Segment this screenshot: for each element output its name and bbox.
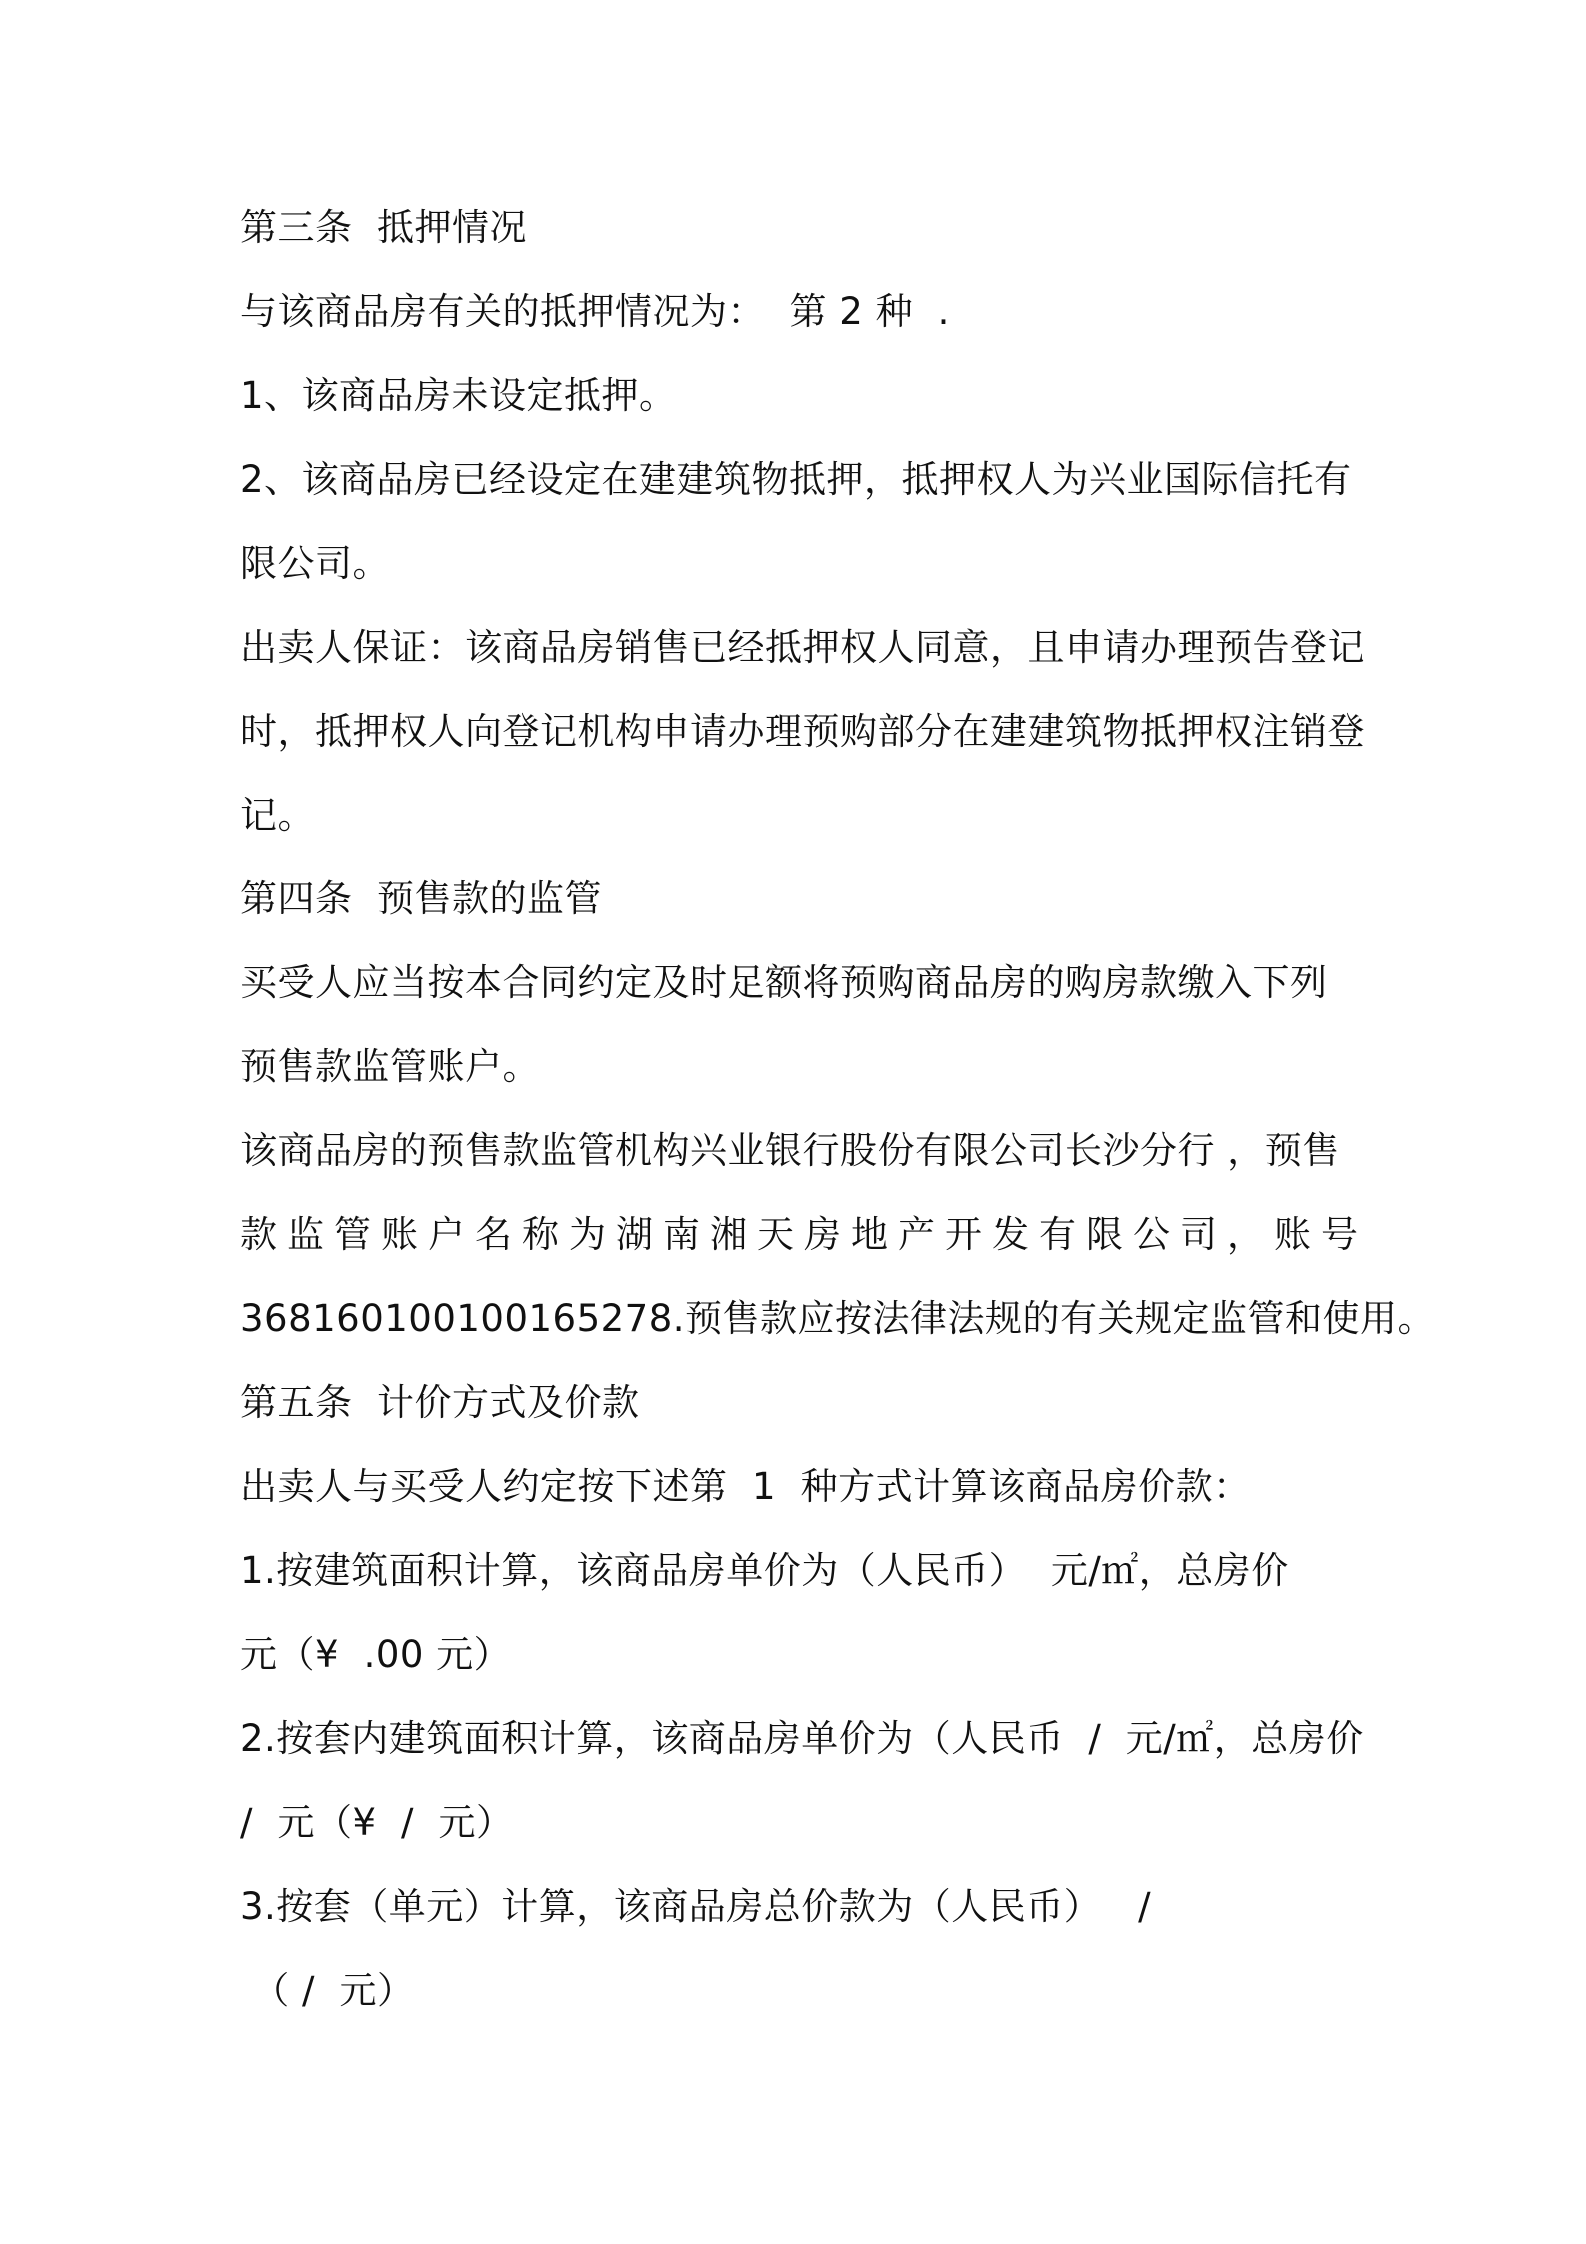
supervision-line-3: 该商品房的预售款监管机构兴业银行股份有限公司长沙分行 ，预售 [240, 1129, 1340, 1172]
pricing-intro: 出卖人与买受人约定按下述第 1 种方式计算该商品房价款： [240, 1465, 1251, 1508]
pricing-option-2-cont: / 元（¥ / 元） [240, 1801, 514, 1844]
clause-3-heading: 第三条 抵押情况 [240, 206, 528, 249]
pricing-option-1-cont: 元（¥ .00 元） [240, 1633, 512, 1676]
supervision-line-4: 款监管账户名称为湖南湘天房地产开发有限公司，账号 [240, 1213, 1368, 1256]
seller-guarantee-line-3: 记。 [240, 794, 315, 837]
pricing-option-3: 3.按套（单元）计算，该商品房总价款为（人民币） / [240, 1885, 1152, 1928]
clause-4-heading: 第四条 预售款的监管 [240, 877, 603, 920]
supervision-line-5: 368160100100165278.预售款应按法律法规的有关规定监管和使用。 [240, 1297, 1435, 1340]
pricing-option-2: 2.按套内建筑面积计算，该商品房单价为（人民币 / 元/㎡，总房价 [240, 1717, 1364, 1760]
pricing-option-3-cont: （ / 元） [240, 1969, 415, 2012]
mortgage-status-line: 与该商品房有关的抵押情况为： 第 2 种 . [240, 290, 950, 333]
supervision-line-1: 买受人应当按本合同约定及时足额将预购商品房的购房款缴入下列 [240, 961, 1328, 1004]
clause-5-heading: 第五条 计价方式及价款 [240, 1381, 640, 1424]
mortgage-option-2-cont: 限公司。 [240, 542, 390, 585]
supervision-line-2: 预售款监管账户。 [240, 1045, 540, 1088]
mortgage-option-2: 2、该商品房已经设定在建建筑物抵押，抵押权人为兴业国际信托有 [240, 458, 1352, 501]
mortgage-option-1: 1、该商品房未设定抵押。 [240, 374, 677, 417]
pricing-option-1: 1.按建筑面积计算，该商品房单价为（人民币） 元/㎡，总房价 [240, 1549, 1289, 1592]
seller-guarantee-line-2: 时，抵押权人向登记机构申请办理预购部分在建建筑物抵押权注销登 [240, 710, 1365, 753]
seller-guarantee-line-1: 出卖人保证：该商品房销售已经抵押权人同意，且申请办理预告登记 [240, 626, 1365, 669]
